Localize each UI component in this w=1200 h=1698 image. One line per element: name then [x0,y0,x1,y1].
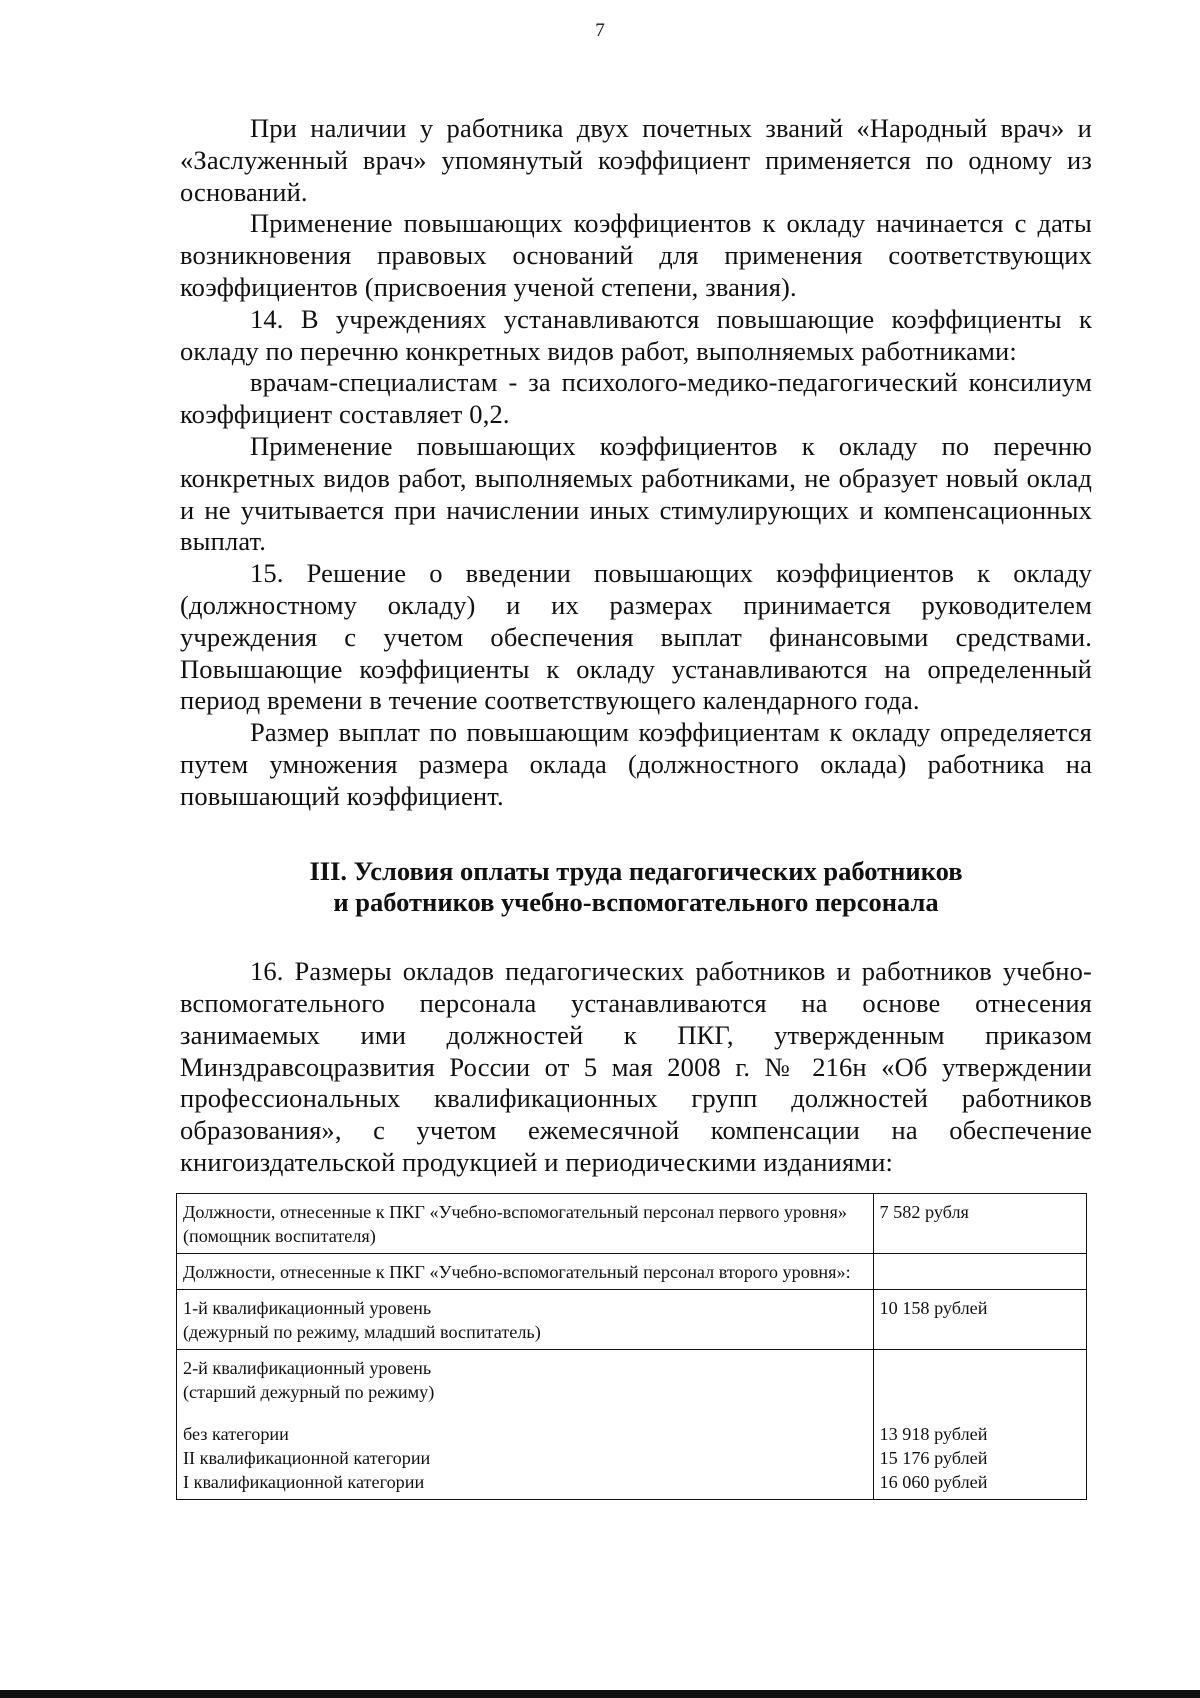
paragraph-specialists: врачам-специалистам - за психолого-медико-педагогический консилиум коэффициент составляет 0,2. [180,367,1092,430]
table-cell-salary: 7 582 рубля [873,1194,1087,1254]
table-cell-position [177,1350,874,1500]
paragraph-15: 15. Решение о введении повышающих коэффициентов к окладу (должностному окладу) и их размерах принимается руководителем учреждения с учетом обеспечения выплат финансовыми средствами. Повышающие коэффициенты к окладу устанавливаются на определенный период времени в течение соответствующего календарного года. [180,558,1092,716]
qualification-level-positions: (дежурный по режиму, младший воспитатель) [183,1322,541,1342]
paragraph-no-new-salary: Применение повышающих коэффициентов к окладу по перечню конкретных видов работ, выполняемых работниками, не образует новый оклад и не учитывается при начислении иных стимулирующих и компенсационных выплат. [180,430,1092,557]
page-number: 7 [595,20,605,41]
spacer [183,1404,865,1422]
qualification-level-label: 2-й квалификационный уровень [183,1358,432,1378]
table-row [177,1350,1087,1500]
category-label: I квалификационной категории [183,1472,425,1492]
category-salary: 15 176 рублей [879,1448,988,1468]
paragraph-14: 14. В учреждениях устанавливаются повышающие коэффициенты к окладу по перечню конкретных видов работ, выполняемых работниками: [180,303,1092,366]
section-heading [180,856,1092,920]
table-row [177,1290,1087,1350]
category-salary: 16 060 рублей [879,1472,988,1492]
section-heading-line2: и работников учебно-вспомогательного персонала [333,887,939,918]
section-heading-line1: III. Условия оплаты труда педагогических работников [309,855,963,886]
category-label: II квалификационной категории [183,1448,431,1468]
table-row [177,1194,1087,1254]
paragraph-coefficient-start: Применение повышающих коэффициентов к окладу начинается с даты возникновения правовых оснований для применения соответствующих коэффициентов (присвоения ученой степени, звания). [180,208,1092,302]
scan-bottom-edge [0,1690,1200,1698]
qualification-level-positions: (старший дежурный по режиму) [183,1382,435,1402]
paragraph-payment-size: Размер выплат по повышающим коэффициентам к окладу определяется путем умножения размера оклада (должностного оклада) работника на повышающий коэффициент. [180,717,1092,811]
paragraph-honorary-titles: При наличии у работника двух почетных званий «Народный врач» и «Заслуженный врач» упомянутый коэффициент применяется по одному из оснований. [180,113,1092,207]
table-cell-position [177,1290,874,1350]
table-cell-salary: 10 158 рублей [873,1290,1087,1350]
spacer [880,1356,1079,1422]
paragraph-16: 16. Размеры окладов педагогических работников и работников учебно-вспомогательного персонала устанавливаются на основе отнесения занимаемых ими должностей к ПКГ, утвержденным приказом Минздравсоцразвития России от 5 мая 2008 г. № 216н «Об утверждении профессиональных квалификационных групп должностей работников образования», с учетом ежемесячной компенсации на обеспечение книгоиздательской продукцией и периодическими изданиями: [180,956,1092,1177]
table-row [177,1254,1087,1290]
table-cell-position: Должности, отнесенные к ПКГ «Учебно-вспомогательный персонал второго уровня»: [177,1254,874,1290]
table-cell-salary [873,1350,1087,1500]
category-salary: 13 918 рублей [879,1424,988,1444]
salary-table-wrapper [176,1193,1087,1500]
salary-table [176,1193,1087,1500]
qualification-level-label: 1-й квалификационный уровень [183,1298,432,1318]
document-body [180,113,1092,1179]
table-cell-salary [873,1254,1087,1290]
category-label: без категории [183,1424,289,1444]
table-cell-position: Должности, отнесенные к ПКГ «Учебно-вспомогательный персонал первого уровня» (помощник воспитателя) [177,1194,874,1254]
